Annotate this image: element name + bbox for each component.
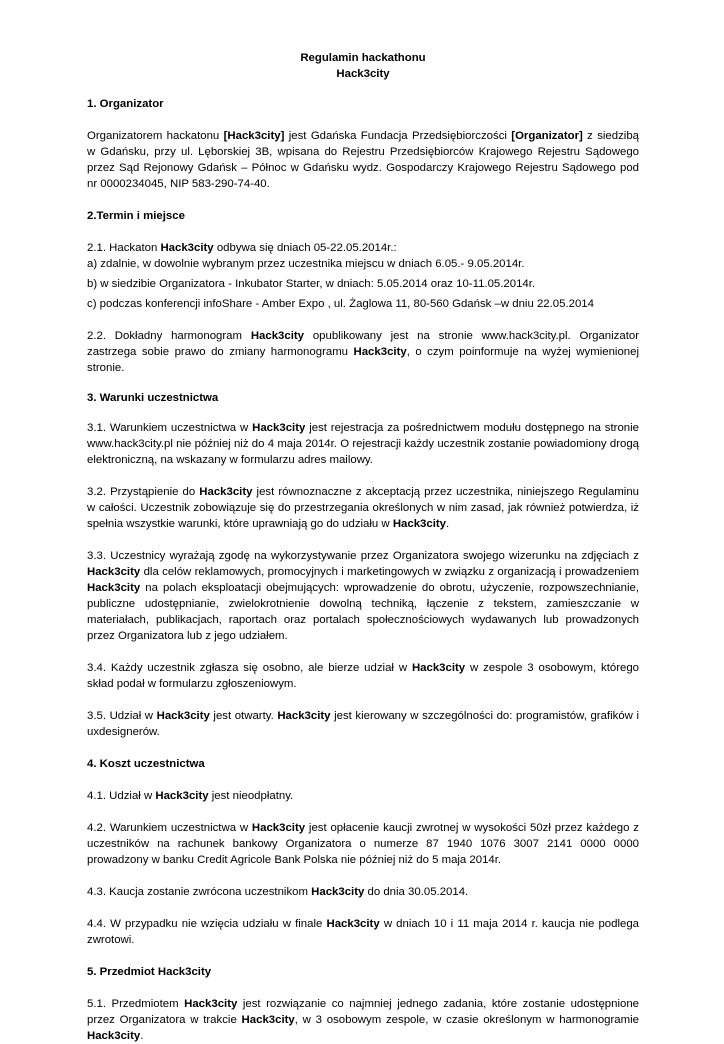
section-heading: 5. Przedmiot Hack3city <box>87 966 212 978</box>
paragraph: 3.2. Przystąpienie do Hack3city jest równoznaczne z akceptacją przez uczestnika, niniejszego Regulaminu w całości. Uczestnik zobowiązuje się do przestrzegania określonych w nim zasad, jak również potwierdza, iż spełnia wszystkie warunki, które uprawniają go do udziału w Hack3city. <box>87 486 639 530</box>
paragraph: 3.4. Każdy uczestnik zgłasza się osobno, ale bierze udział w Hack3city w zespole 3 osobowym, którego skład podał w formularzu zgłoszeniowym. <box>87 662 639 690</box>
list-item: a) zdalnie, w dowolnie wybranym przez uczestnika miejscu w dniach 6.05.- 9.05.2014r. <box>87 258 525 270</box>
section-heading: 1. Organizator <box>87 98 164 110</box>
document-subtitle: Hack3city <box>336 68 390 80</box>
section-heading: 4. Koszt uczestnictwa <box>87 758 205 770</box>
paragraph: 2.2. Dokładny harmonogram Hack3city opublikowany jest na stronie www.hack3city.pl. Organizator zastrzega sobie prawo do zmiany harmonogramu Hack3city, o czym poinformuje na wyżej wymienionej stronie. <box>87 330 639 374</box>
document-body <box>87 50 639 1044</box>
paragraph: 4.4. W przypadku nie wzięcia udziału w finale Hack3city w dniach 10 i 11 maja 2014 r. kaucja nie podlega zwrotowi. <box>87 918 639 946</box>
list-item: c) podczas konferencji infoShare - Amber Expo , ul. Żaglowa 11, 80-560 Gdańsk –w dniu 22.05.2014 <box>87 298 594 310</box>
document-title: Regulamin hackathonu <box>300 52 426 64</box>
paragraph: 3.5. Udział w Hack3city jest otwarty. Hack3city jest kierowany w szczególności do: programistów, grafików i uxdesignerów. <box>87 710 639 738</box>
paragraph: Organizatorem hackatonu [Hack3city] jest Gdańska Fundacja Przedsiębiorczości [Organizator] z siedzibą w Gdańsku, przy ul. Lęborskiej 3B, wpisana do Rejestru Przedsiębiorców Krajowego Rejestru Sądowego przez Sąd Rejonowy Gdańsk – Północ w Gdańsku wydz. Gospodarczy Krajowego Rejestru Sądowego pod nr 0000234045, NIP 583-290-74-40. <box>87 130 639 190</box>
section-heading: 3. Warunki uczestnictwa <box>87 392 219 404</box>
section-heading: 2.Termin i miejsce <box>87 210 185 222</box>
paragraph: 4.1. Udział w Hack3city jest nieodpłatny. <box>87 790 294 802</box>
paragraph: 3.3. Uczestnicy wyrażają zgodę na wykorzystywanie przez Organizatora swojego wizerunku na zdjęciach z Hack3city dla celów reklamowych, promocyjnych i marketingowych w związku z organizacją i prowadzeniem Hack3city na polach eksploatacji obejmujących: wprowadzenie do obrotu, użyczenie, rozpowszechnianie, publiczne udostępnianie, zwielokrotnienie dowolną techniką, łączenie z tekstem, zamieszczanie w materiałach, publikacjach, raportach oraz portalach społecznościowych wydawanych lub prowadzonych przez Organizatora lub z jego udziałem. <box>87 550 639 642</box>
paragraph: 4.2. Warunkiem uczestnictwa w Hack3city jest opłacenie kaucji zwrotnej w wysokości 50zł przez każdego z uczestników na rachunek bankowy Organizatora o numerze 87 1940 1076 3007 2141 0000 0000 prowadzony w banku Credit Agricole Bank Polska nie później niż do 5 maja 2014r. <box>87 822 639 866</box>
paragraph: 5.1. Przedmiotem Hack3city jest rozwiązanie co najmniej jednego zadania, które zostanie udostępnione przez Organizatora w trakcie Hack3city, w 3 osobowym zespole, w czasie określonym w harmonogramie Hack3city. <box>87 998 639 1042</box>
paragraph: 3.1. Warunkiem uczestnictwa w Hack3city jest rejestracja za pośrednictwem modułu dostępnego na stronie www.hack3city.pl nie później niż do 4 maja 2014r. O rejestracji każdy uczestnik zostanie powiadomiony drogą elektroniczną, na wskazany w formularzu adres mailowy. <box>87 422 639 466</box>
paragraph: 2.1. Hackaton Hack3city odbywa się dniach 05-22.05.2014r.: <box>87 242 397 254</box>
list-item: b) w siedzibie Organizatora - Inkubator Starter, w dniach: 5.05.2014 oraz 10-11.05.2014r. <box>87 278 536 290</box>
paragraph: 4.3. Kaucja zostanie zwrócona uczestnikom Hack3city do dnia 30.05.2014. <box>87 886 469 898</box>
